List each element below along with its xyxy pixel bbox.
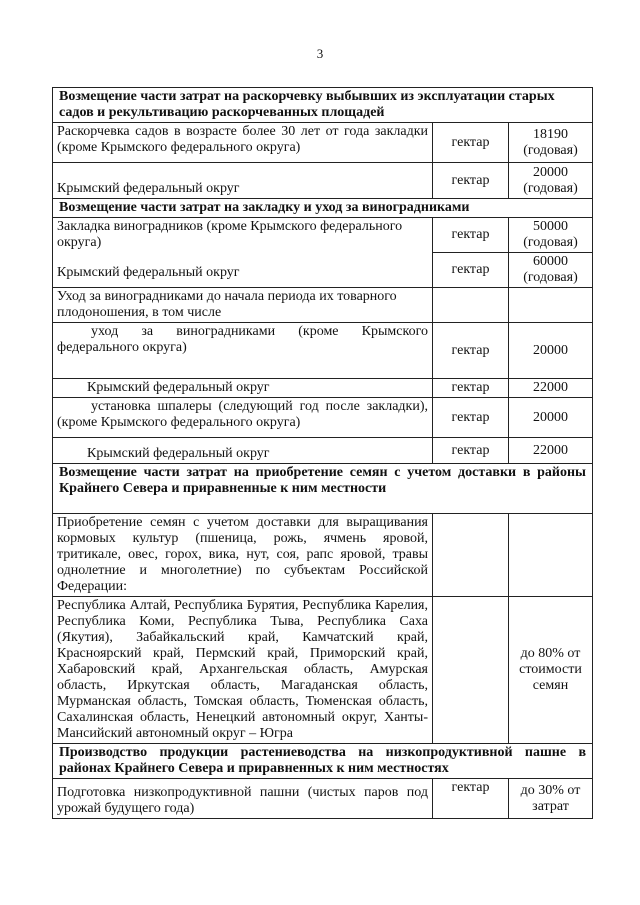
row-value: до 30% от затрат [509,779,593,819]
row-value: 22000 [509,379,593,398]
row-value [509,253,593,288]
table-row [53,514,593,597]
table-row [53,288,593,323]
value-number: 50000 [533,219,568,234]
row-description: Раскорчевка садов в возрасте более 30 лет от года закладки (кроме Крымского федерального округа) [53,123,433,163]
section-header [53,88,593,123]
value-note: (годовая) [523,235,578,250]
row-description: уход за виноградниками (кроме Крымского федерального округа) [53,323,433,379]
value-note: (годовая) [523,142,578,158]
row-description: Крымский федеральный округ [53,163,433,199]
row-description: Подготовка низкопродуктивной пашни (чистых паров под урожай будущего года) [53,779,433,819]
table-row [53,398,593,438]
row-unit: гектар [433,438,509,464]
table-row [53,218,593,253]
row-description: Крымский федеральный округ [53,379,433,398]
row-value [509,163,593,199]
section-header [53,744,593,779]
row-value: 20000 [509,398,593,438]
value-note: (годовая) [523,180,578,196]
section-header [53,199,593,218]
section-title: Возмещение части затрат на закладку и уход за виноградниками [53,199,593,218]
section-title: Возмещение части затрат на раскорчевку выбывших из эксплуатации старых садов и рекультивацию раскорчеванных площадей [53,88,593,123]
value-number: 18190 [533,126,568,142]
row-description-crimea: Крымский федеральный округ [57,265,240,280]
subsidy-rates-table [52,87,593,819]
row-description: Республика Алтай, Республика Бурятия, Республика Карелия, Республика Коми, Республика Тыва, Республика Саха (Якутия), Забайкальский край, Камчатский край, Красноярский край, Пермский край, Приморский край, Хабаровский край, Архангельская область, Амурская область, Иркутская область, Магаданская область, Мурманская область, Томская область, Тюменская область, Сахалинская область, Ненецкий автономный округ, Ханты-Мансийский автономный округ – Югра [53,597,433,744]
table-row [53,779,593,819]
table-row [53,163,593,199]
value-note: (годовая) [523,270,578,285]
table-row [53,438,593,464]
row-unit: гектар [433,323,509,379]
value-number: 20000 [533,164,568,180]
table-row [53,597,593,744]
section-title: Возмещение части затрат на приобретение семян с учетом доставки в районы Крайнего Севера и приравненные к ним местности [53,464,593,514]
table-row [53,123,593,163]
row-unit: гектар [433,779,509,819]
row-unit: гектар [433,253,509,288]
row-value: 22000 [509,438,593,464]
row-description [53,218,433,288]
row-unit: гектар [433,218,509,253]
table-row [53,323,593,379]
row-unit: гектар [433,123,509,163]
row-description-main: Закладка виноградников (кроме Крымского федерального округа) [57,219,403,250]
row-unit: гектар [433,398,509,438]
table-row [53,379,593,398]
section-title: Производство продукции растениеводства на низкопродуктивной пашне в районах Крайнего Севера и приравненных к ним местностях [53,744,593,779]
row-value [509,123,593,163]
row-unit: гектар [433,163,509,199]
row-value [509,218,593,253]
row-description: Крымский федеральный округ [53,438,433,464]
row-description: Приобретение семян с учетом доставки для выращивания кормовых культур (пшеница, рожь, ячмень яровой, тритикале, овес, горох, вика, нут, соя, рапс яровой, травы однолетние и многолетние) по субъектам Российской Федерации: [53,514,433,597]
row-description: Уход за виноградниками до начала периода их товарного плодоношения, в том числе [53,288,433,323]
section-header [53,464,593,514]
row-description: установка шпалеры (следующий год после закладки), (кроме Крымского федерального округа) [53,398,433,438]
row-value: 20000 [509,323,593,379]
row-unit: гектар [433,379,509,398]
row-value: до 80% от стоимости семян [509,597,593,744]
page-number: 3 [316,46,324,61]
value-number: 60000 [533,254,568,269]
